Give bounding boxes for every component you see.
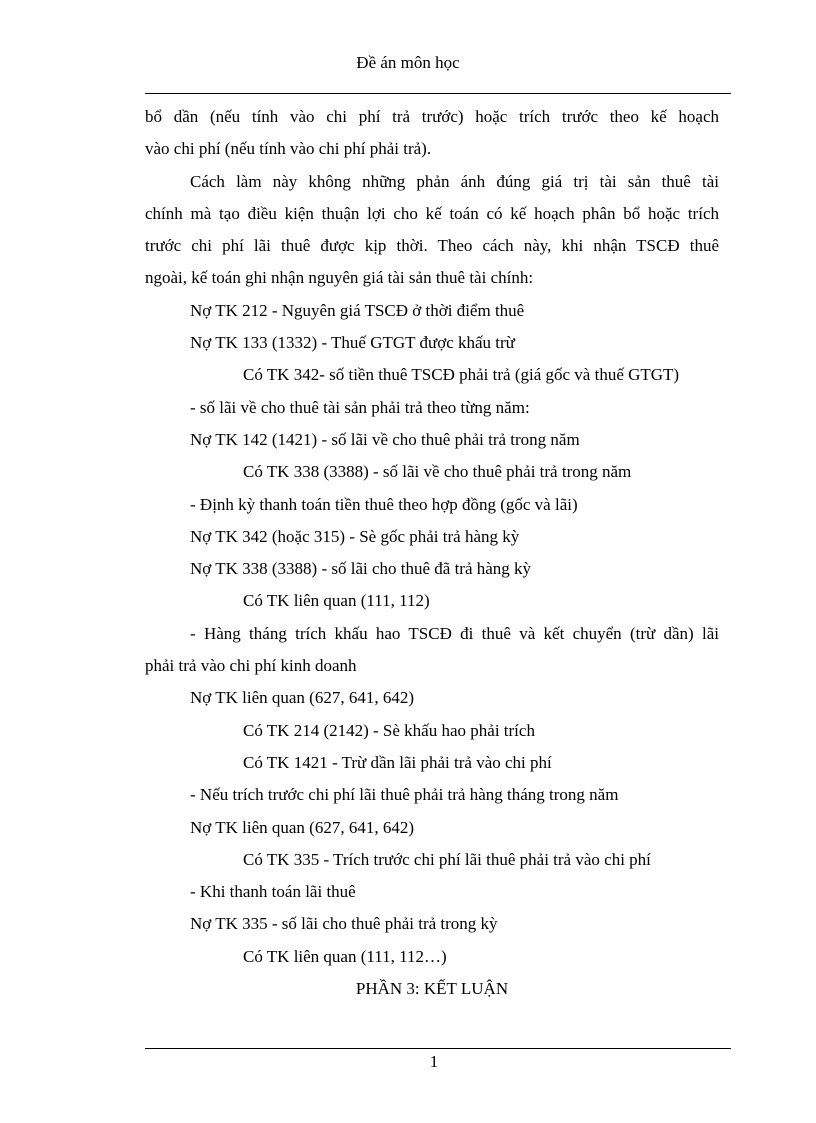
- section-note: - số lãi về cho thuê tài sản phải trả theo từng năm:: [190, 397, 530, 417]
- section-note: - Nếu trích trước chi phí lãi thuê phải trả hàng tháng trong năm: [190, 785, 619, 805]
- paragraph-line: trước chi phí lãi thuê được kịp thời. Theo cách này, khi nhận TSCĐ thuê: [145, 236, 719, 256]
- page-number: 1: [429, 1052, 439, 1071]
- journal-entry-debit: Nợ TK liên quan (627, 641, 642): [190, 817, 414, 837]
- section-note: - Hàng tháng trích khấu hao TSCĐ đi thuê và kết chuyển (trừ dần) lãi: [190, 623, 719, 643]
- paragraph-line: bổ dần (nếu tính vào chi phí trả trước) hoặc trích trước theo kế hoạch: [145, 107, 719, 126]
- paragraph-line: phải trả vào chi phí kinh doanh: [145, 656, 357, 676]
- document-body: [145, 101, 719, 1005]
- paragraph-line: Cách làm này không những phản ánh đúng giá trị tài sản thuê tài: [190, 171, 719, 191]
- journal-entry-debit: Nợ TK 142 (1421) - số lãi về cho thuê phải trả trong năm: [190, 429, 580, 449]
- journal-entry-credit: Có TK 335 - Trích trước chi phí lãi thuê phải trả vào chi phí: [243, 849, 651, 869]
- journal-entry-debit: Nợ TK 342 (hoặc 315) - Sè gốc phải trả hàng kỳ: [190, 526, 520, 546]
- journal-entry-debit: Nợ TK liên quan (627, 641, 642): [190, 688, 414, 708]
- section-heading: PHẦN 3: KẾT LUẬN: [355, 979, 509, 999]
- journal-entry-debit: Nợ TK 338 (3388) - số lãi cho thuê đã trả hàng kỳ: [190, 559, 532, 579]
- journal-entry-debit: Nợ TK 133 (1332) - Thuế GTGT được khấu trừ: [190, 333, 515, 353]
- section-note: - Khi thanh toán lãi thuê: [190, 882, 356, 902]
- section-note: - Định kỳ thanh toán tiền thuê theo hợp đồng (gốc và lãi): [190, 494, 578, 514]
- journal-entry-debit: Nợ TK 212 - Nguyên giá TSCĐ ở thời điểm thuê: [190, 300, 525, 320]
- journal-entry-credit: Có TK 338 (3388) - số lãi về cho thuê phải trả trong năm: [243, 462, 632, 482]
- journal-entry-credit: Có TK liên quan (111, 112…): [243, 946, 447, 966]
- page-header-title: Đề án môn học: [356, 53, 460, 72]
- journal-entry-credit: Có TK liên quan (111, 112): [243, 591, 430, 611]
- journal-entry-credit: Có TK 1421 - Trừ dần lãi phải trả vào chi phí: [243, 752, 552, 772]
- journal-entry-credit: Có TK 214 (2142) - Sè khấu hao phải trích: [243, 720, 535, 740]
- paragraph-line: vào chi phí (nếu tính vào chi phí phải trả).: [145, 139, 432, 159]
- paragraph-line: ngoài, kế toán ghi nhận nguyên giá tài sản thuê tài chính:: [145, 268, 534, 288]
- journal-entry-debit: Nợ TK 335 - số lãi cho thuê phải trả trong kỳ: [190, 914, 498, 934]
- header-divider: [145, 93, 731, 94]
- journal-entry-credit: Có TK 342- số tiền thuê TSCĐ phải trả (giá gốc và thuế GTGT): [243, 365, 680, 385]
- paragraph-line: chính mà tạo điều kiện thuận lợi cho kế toán có kế hoạch phân bổ hoặc trích: [145, 203, 719, 223]
- footer-divider: [145, 1048, 731, 1049]
